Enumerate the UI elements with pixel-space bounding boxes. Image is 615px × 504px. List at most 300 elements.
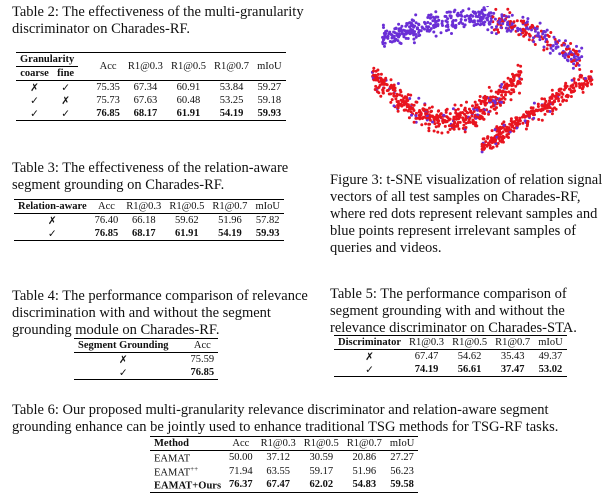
table-cell: ✓ (118, 367, 128, 379)
blue-dot (416, 26, 419, 29)
blue-dot (567, 59, 570, 62)
blue-dot (578, 50, 581, 53)
red-dot (544, 102, 547, 105)
table-cell: 54.62 (457, 351, 482, 362)
blue-dot (526, 17, 529, 20)
red-dot (494, 128, 497, 131)
blue-dot (441, 20, 444, 23)
blue-dot (506, 21, 509, 24)
table4-col: Acc (193, 340, 211, 351)
blue-dot (507, 15, 510, 18)
blue-dot (418, 29, 421, 32)
table-cell: 63.55 (266, 465, 291, 477)
blue-dot (492, 12, 495, 15)
red-dot (482, 137, 485, 140)
blue-dot (404, 25, 407, 28)
table5-col: R1@0.7 (495, 337, 531, 348)
blue-dot (553, 36, 556, 39)
red-dot (585, 80, 588, 83)
blue-dot (538, 38, 541, 41)
red-dot (497, 137, 500, 140)
blue-dot (524, 30, 527, 33)
red-dot (504, 94, 507, 97)
red-dot (519, 65, 522, 68)
red-dot (489, 139, 492, 142)
table-cell: 76.85 (96, 108, 120, 119)
red-dot (454, 111, 457, 114)
red-dot (474, 101, 477, 104)
red-dot (374, 77, 377, 80)
red-dot (565, 99, 568, 102)
blue-dot (543, 36, 546, 39)
blue-dot (412, 19, 415, 22)
blue-dot (385, 36, 388, 39)
blue-dot (472, 20, 475, 23)
red-dot (575, 85, 578, 88)
red-dot (413, 121, 416, 124)
red-dot (379, 95, 382, 98)
blue-dot (561, 51, 564, 54)
red-dot (430, 110, 433, 113)
red-dot (515, 74, 518, 77)
red-dot (465, 126, 468, 129)
red-dot (525, 128, 528, 131)
blue-dot (391, 34, 394, 37)
table-cell: ✓ (61, 108, 71, 120)
red-dot (518, 92, 521, 95)
red-dot (415, 114, 418, 117)
red-dot (471, 104, 474, 107)
table-cell: 53.25 (219, 95, 244, 106)
blue-dot (383, 45, 386, 48)
red-dot (490, 90, 493, 93)
red-dot (496, 128, 499, 131)
table-cell: 59.93 (257, 108, 282, 119)
table-cell: 56.61 (457, 364, 482, 375)
blue-dot (489, 12, 492, 15)
table-cell: 37.12 (266, 452, 291, 464)
blue-dot (482, 21, 485, 24)
blue-dot (426, 16, 429, 19)
table-cell: 75.73 (96, 95, 120, 106)
table2-sub-coarse: coarse (20, 68, 49, 79)
blue-dot (573, 56, 576, 59)
blue-dot (476, 15, 479, 18)
red-dot (458, 115, 461, 118)
blue-dot (471, 15, 474, 18)
red-dot (428, 123, 431, 126)
blue-dot (433, 17, 436, 20)
red-dot (484, 140, 487, 143)
blue-dot (467, 7, 470, 10)
blue-dot (569, 42, 572, 45)
red-dot (554, 95, 557, 98)
red-dot (499, 104, 502, 107)
table-cell: 37.47 (500, 364, 525, 375)
red-dot (512, 130, 515, 133)
blue-dot (464, 19, 467, 22)
red-dot (466, 111, 469, 114)
red-dot (584, 77, 587, 80)
red-dot (476, 103, 479, 106)
table-cell: 62.02 (309, 479, 334, 491)
table3-col: mIoU (255, 201, 280, 212)
red-dot (418, 114, 421, 117)
red-dot (495, 125, 498, 128)
blue-dot (400, 42, 403, 45)
blue-dot (496, 28, 499, 31)
table-cell: 53.84 (219, 82, 244, 93)
red-dot (483, 143, 486, 146)
table-cell: 71.94 (229, 465, 253, 477)
blue-dot (486, 28, 489, 31)
table6-col: Acc (232, 438, 250, 449)
table-cell: 68.17 (131, 228, 156, 239)
red-dot (569, 85, 572, 88)
table-cell: 59.17 (309, 465, 334, 477)
table6-method: EAMAT (154, 453, 191, 465)
red-dot (459, 121, 462, 124)
red-dot (384, 77, 387, 80)
red-dot (478, 99, 481, 102)
red-dot (440, 132, 443, 135)
red-dot (457, 108, 460, 111)
blue-dot (384, 42, 387, 45)
red-dot (524, 119, 527, 122)
table5-col: R1@0.5 (452, 337, 488, 348)
blue-dot (504, 19, 507, 22)
blue-dot (549, 31, 552, 34)
red-dot (544, 107, 547, 110)
red-dot (475, 124, 478, 127)
table-cell: 50.00 (229, 452, 253, 464)
blue-dot (546, 29, 549, 32)
blue-dot (524, 33, 527, 36)
red-dot (475, 108, 478, 111)
blue-dot (555, 46, 558, 49)
red-dot (519, 70, 522, 73)
red-dot (537, 103, 540, 106)
red-dot (412, 107, 415, 110)
red-dot (571, 79, 574, 82)
table-cell: ✓ (365, 364, 374, 376)
blue-dot (526, 20, 529, 23)
blue-dot (565, 48, 568, 51)
red-dot (501, 90, 504, 93)
red-dot (582, 91, 585, 94)
red-dot (570, 95, 573, 98)
blue-dot (549, 52, 552, 55)
blue-dot (458, 22, 461, 25)
red-dot (549, 110, 552, 113)
red-dot (398, 93, 401, 96)
red-dot (536, 109, 539, 112)
red-dot (435, 115, 438, 118)
red-dot (436, 131, 439, 134)
red-dot (374, 88, 377, 91)
red-dot (546, 110, 549, 113)
table2-header-granularity: Granularity (16, 53, 78, 67)
red-dot (547, 105, 550, 108)
blue-dot (413, 41, 416, 44)
blue-dot (427, 25, 430, 28)
table6-col: R1@0.3 (260, 438, 296, 449)
red-dot (514, 116, 517, 119)
red-dot (402, 103, 405, 106)
red-dot (558, 93, 561, 96)
red-dot (464, 107, 467, 110)
table-cell: 67.47 (266, 479, 291, 491)
blue-dot (486, 6, 489, 7)
table2-col: mIoU (257, 61, 282, 72)
table-cell: 20.86 (352, 452, 377, 464)
red-dot (500, 136, 503, 139)
red-dot (580, 82, 583, 85)
blue-dot (534, 30, 537, 33)
red-dot (492, 104, 495, 107)
blue-dot (421, 26, 424, 29)
blue-dot (477, 11, 480, 14)
red-dot (463, 113, 466, 116)
red-dot (452, 116, 455, 119)
red-dot (510, 84, 513, 87)
red-dot (481, 143, 484, 146)
red-dot (437, 109, 440, 112)
red-dot (507, 133, 510, 136)
table-cell: 68.17 (133, 108, 158, 119)
red-dot (517, 64, 520, 67)
red-dot (484, 104, 487, 107)
red-dot (448, 124, 451, 127)
blue-dot (436, 20, 439, 23)
red-dot (551, 89, 554, 92)
red-dot (482, 111, 485, 114)
table-cell: ✗ (30, 82, 39, 94)
red-dot (561, 93, 564, 96)
blue-dot (407, 22, 410, 25)
blue-dot (466, 14, 469, 17)
table-cell: 27.27 (390, 452, 414, 464)
table-cell: 56.23 (390, 465, 414, 477)
table5-col: mIoU (538, 337, 563, 348)
red-dot (578, 85, 581, 88)
table2 (16, 52, 286, 121)
blue-dot (429, 22, 432, 25)
blue-dot (563, 44, 566, 47)
red-dot (484, 95, 487, 98)
table3 (14, 199, 284, 241)
table4 (74, 338, 218, 380)
red-dot (512, 90, 515, 93)
blue-dot (501, 22, 504, 25)
red-dot (438, 123, 441, 126)
blue-dot (535, 34, 538, 37)
table-cell: 75.35 (96, 82, 120, 93)
red-dot (451, 125, 454, 128)
blue-dot (481, 9, 484, 12)
red-dot (410, 110, 413, 113)
blue-dot (437, 23, 440, 26)
red-dot (460, 104, 463, 107)
red-dot (445, 109, 448, 112)
table6-caption: Table 6: Our proposed multi-granularity relevance discriminator and relation-aware segment grounding enhance can be jointly used to enhance traditional TSG methods for TSG-RF tasks. (12, 402, 559, 435)
blue-dot (447, 11, 450, 14)
blue-dot (542, 49, 545, 52)
table2-col: R1@0.5 (170, 61, 206, 72)
red-dot (392, 88, 395, 91)
table-cell: ✗ (47, 215, 57, 227)
blue-dot (382, 24, 385, 27)
red-dot (449, 112, 452, 115)
blue-dot (564, 52, 567, 55)
blue-dot (395, 27, 398, 30)
blue-dot (546, 47, 549, 50)
red-dot (503, 85, 506, 88)
red-dot (428, 107, 431, 110)
red-dot (493, 140, 496, 143)
table-cell: 76.37 (229, 479, 253, 491)
red-dot (505, 91, 508, 94)
red-dot (537, 118, 540, 121)
red-dot (374, 85, 377, 88)
table-cell: 67.34 (133, 82, 158, 93)
table3-caption: Table 3: The effectiveness of the relation-aware segment grounding on Charades-RF. (12, 160, 289, 193)
red-dot (388, 93, 391, 96)
red-dot (390, 78, 393, 81)
blue-dot (468, 20, 471, 23)
red-dot (490, 147, 493, 150)
table-cell: 59.58 (390, 479, 414, 491)
red-dot (429, 119, 432, 122)
red-dot (526, 120, 529, 123)
red-dot (386, 89, 389, 92)
blue-dot (432, 26, 435, 29)
red-dot (513, 127, 516, 130)
red-dot (489, 96, 492, 99)
blue-dot (456, 14, 459, 17)
blue-dot (451, 22, 454, 25)
table-cell: 66.18 (131, 215, 156, 226)
red-dot (464, 130, 467, 133)
red-dot (511, 73, 514, 76)
blue-dot (532, 40, 535, 43)
blue-dot (445, 29, 448, 32)
red-dot (573, 81, 576, 84)
blue-dot (394, 31, 397, 34)
red-dot (487, 142, 490, 145)
red-dot (392, 85, 395, 88)
table-cell: 51.96 (352, 465, 377, 477)
red-dot (495, 106, 498, 109)
blue-dot (453, 26, 456, 29)
red-dot (517, 75, 520, 78)
red-dot (563, 88, 566, 91)
red-dot (483, 118, 486, 121)
table6-method: EAMAT+Ours (154, 480, 222, 492)
red-dot (494, 96, 497, 99)
table6-col: Method (154, 438, 189, 449)
red-dot (454, 104, 457, 107)
red-dot (404, 95, 407, 98)
red-dot (389, 101, 392, 104)
table-cell: 53.02 (538, 364, 563, 375)
red-dot (397, 106, 400, 109)
red-dot (437, 119, 440, 122)
blue-dot (415, 21, 418, 24)
red-dot (518, 81, 521, 84)
blue-dot (436, 16, 439, 19)
blue-dot (580, 55, 583, 58)
red-dot (417, 97, 420, 100)
red-dot (533, 113, 536, 116)
red-dot (488, 86, 491, 89)
red-dot (502, 131, 505, 134)
blue-dot (570, 53, 573, 56)
table3-col: Acc (97, 201, 115, 212)
red-dot (522, 114, 525, 117)
blue-dot (537, 31, 540, 34)
table2-sub-fine: fine (57, 68, 75, 79)
table-cell: 60.48 (176, 95, 201, 106)
red-dot (559, 103, 562, 106)
blue-dot (441, 24, 444, 27)
blue-dot (575, 45, 578, 48)
red-dot (558, 90, 561, 93)
red-dot (509, 78, 512, 81)
blue-dot (546, 40, 549, 43)
red-dot (380, 73, 383, 76)
red-dot (590, 83, 593, 86)
red-dot (453, 121, 456, 124)
blue-dot (461, 22, 464, 25)
table-cell: ✗ (365, 351, 374, 363)
table5 (334, 335, 567, 377)
red-dot (479, 95, 482, 98)
blue-dot (505, 27, 508, 30)
blue-dot (463, 25, 466, 28)
red-dot (422, 109, 425, 112)
red-dot (570, 90, 573, 93)
red-dot (520, 78, 523, 81)
blue-dot (440, 31, 443, 34)
red-dot (399, 90, 402, 93)
red-dot (372, 67, 375, 70)
blue-dot (572, 62, 575, 65)
blue-dot (434, 10, 437, 13)
table2-caption: Table 2: The effectiveness of the multi-granularity discriminator on Charades-RF. (12, 4, 304, 37)
red-dot (562, 99, 565, 102)
red-dot (468, 108, 471, 111)
red-dot (540, 97, 543, 100)
blue-dot (479, 19, 482, 22)
red-dot (500, 83, 503, 86)
table2-col: R1@0.7 (214, 61, 250, 72)
blue-dot (576, 62, 579, 65)
red-dot (500, 94, 503, 97)
red-dot (509, 92, 512, 95)
red-dot (512, 78, 515, 81)
red-dot (403, 109, 406, 112)
table5-col: R1@0.3 (409, 337, 445, 348)
red-dot (458, 127, 461, 130)
red-dot (475, 115, 478, 118)
red-dot (500, 101, 503, 104)
blue-dot (424, 22, 427, 25)
red-dot (427, 127, 430, 130)
table-cell: ✗ (61, 95, 71, 107)
red-dot (484, 99, 487, 102)
blue-dot (580, 47, 583, 50)
